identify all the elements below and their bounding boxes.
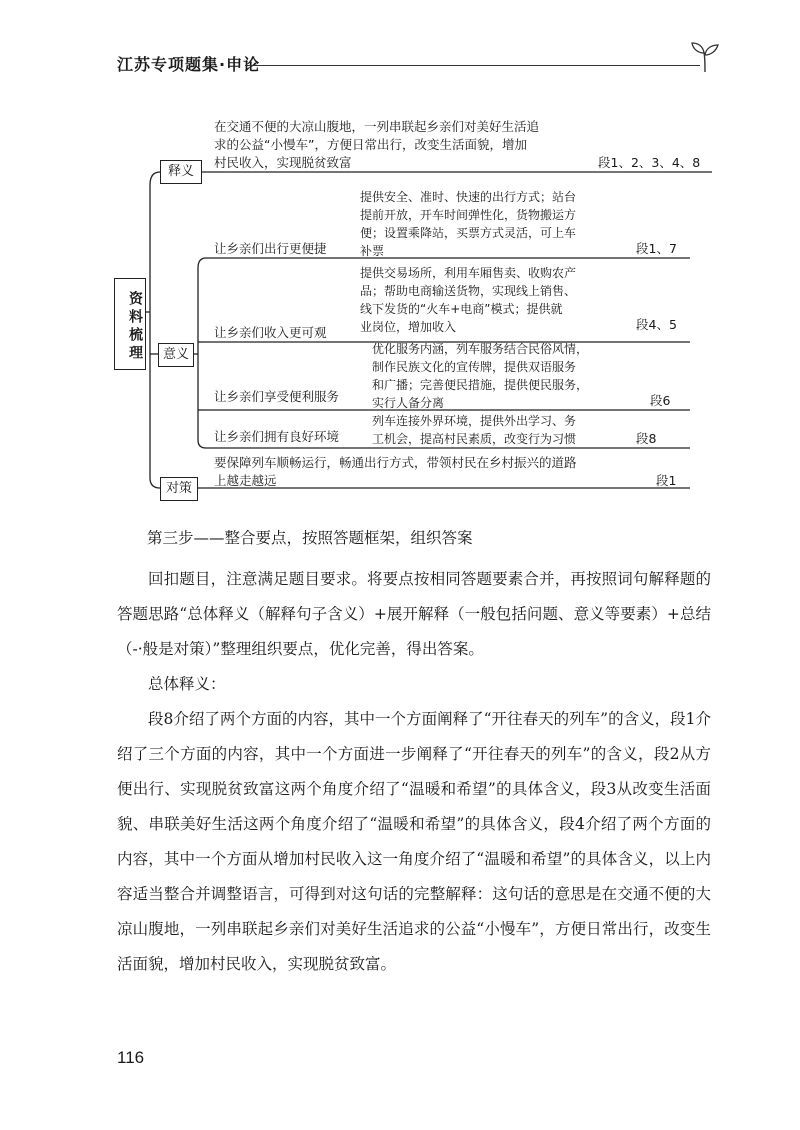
duice-ref: 段1 <box>656 473 677 488</box>
shiyi-text: 在交通不便的大凉山腹地，一列串联起乡亲们对美好生活追 求的公益“小慢车”，方便日常出行，改变生活面貌，增加 村民收入，实现脱贫致富 <box>214 119 540 170</box>
branch-2-label: 让乡亲们收入更可观 <box>214 325 327 340</box>
node-duice: 对策 <box>160 477 198 501</box>
branch-3-text: 优化服务内涵，列车服务结合民俗风情， 制作民族文化的宣传牌，提供双语服务 和广播；完善便民措施，提供便民服务， 实行人备分离 <box>372 342 589 410</box>
paragraph-3: 段8介绍了两个方面的内容，其中一个方面阐释了“开往春天的列车”的含义，段1介绍了三个方面的内容，其中一个方面进一步阐释了“开往春天的列车”的含义，段2从方便出行、实现脱贫致富这两个角度介绍了“温暖和希望”的具体含义，段3从改变生活面貌、串联美好生活这两个角度介绍了“温暖和希望”的具体含义，段4介绍了两个方面的内容，其中一个方面从增加村民收入这一角度介绍了“温暖和希望”的具体含义，以上内容适当整合并调整语言，可得到对这句话的完整解释：这句话的意思是在交通不便的大凉山腹地，一列串联起乡亲们对美好生活追求的公益“小慢车”，方便日常出行，改变生活面貌，增加村民收入，实现脱贫致富。 <box>117 710 711 973</box>
branch-2-text: 提供交易场所，利用车厢售卖、收购农产 品；帮助电商输送货物，实现线上销售、 线下发货的“火车+电商”模式；提供就 业岗位，增加收入 <box>360 266 577 334</box>
branch-2-ref: 段4、5 <box>636 317 677 332</box>
step3-title: 第三步——整合要点，按照答题框架，组织答案 <box>147 529 473 547</box>
shiyi-ref: 段1、2、3、4、8 <box>598 155 701 170</box>
running-header-title: 江苏专项题集·申论 <box>117 55 261 74</box>
page-number: 116 <box>117 1048 145 1067</box>
branch-4-label: 让乡亲们拥有良好环境 <box>214 429 340 444</box>
branch-4-ref: 段8 <box>636 431 657 446</box>
node-shiyi: 释义 <box>160 160 202 184</box>
node-yiyi: 意义 <box>158 343 194 367</box>
paragraph-2: 总体释义： <box>148 675 226 693</box>
branch-1-text: 提供安全、准时、快速的出行方式；站台 提前开放，开车时间弹性化，货物搬运方 便；设置乘降站，买票方式灵活，可上车 补票 <box>360 190 577 258</box>
paragraph-1: 回扣题目，注意满足题目要求。将要点按相同答题要素合并，再按照词句解释题的答题思路“总体释义（解释句子含义）+展开解释（一般包括问题、意义等要素）+总结（-·般是对策）”整理组织要点，优化完善，得出答案。 <box>117 570 711 658</box>
branch-3-ref: 段6 <box>650 393 671 408</box>
branch-3-label: 让乡亲们享受便利服务 <box>214 389 340 404</box>
branch-1-ref: 段1、7 <box>636 241 677 256</box>
mindmap-root-box: 资料梳理 <box>114 278 146 370</box>
branch-4-text: 列车连接外界环境，提供外出学习、务 工机会，提高村民素质，改变行为习惯 <box>372 414 577 446</box>
duice-text: 要保障列车顺畅运行，畅通出行方式，带领村民在乡村振兴的道路 上越走越远 <box>214 455 577 488</box>
branch-1-label: 让乡亲们出行更便捷 <box>214 241 327 256</box>
